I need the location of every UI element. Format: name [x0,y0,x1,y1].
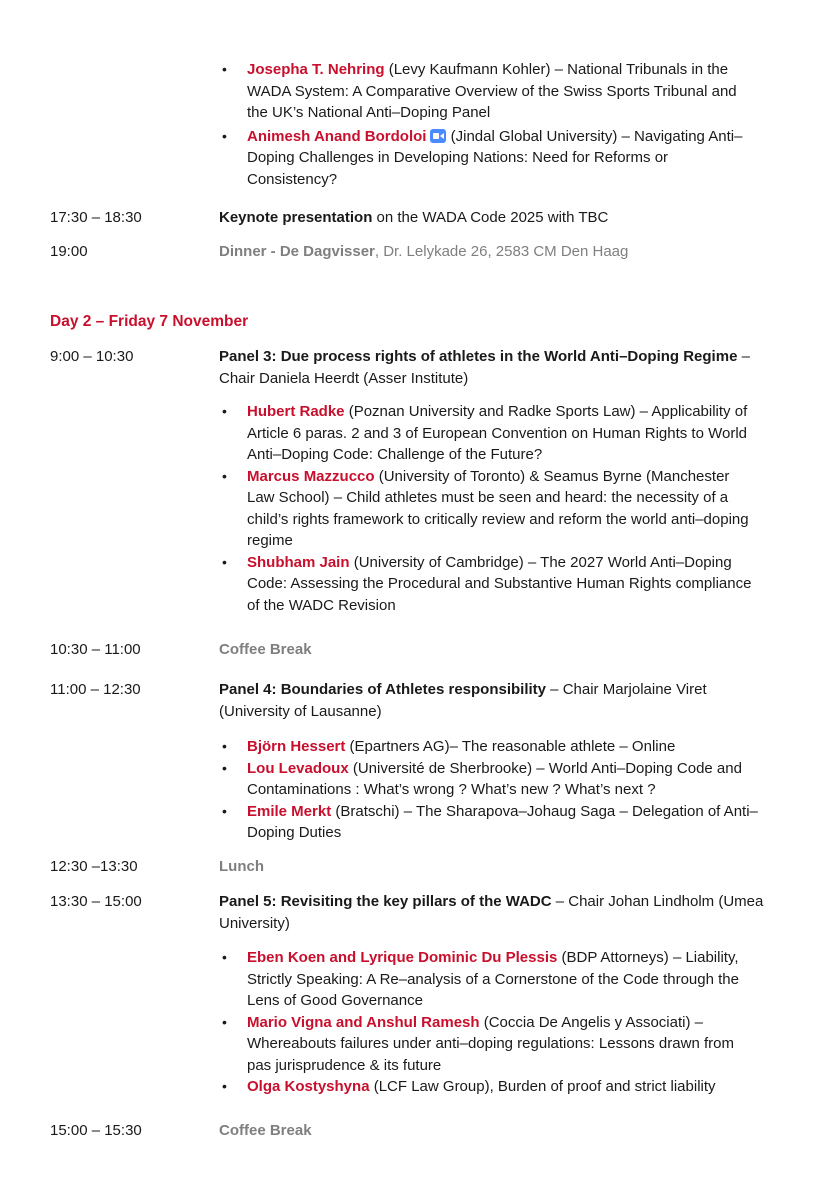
panel3-talk-list [220,401,760,616]
time-slot: 13:30 – 15:00 [50,893,142,910]
day-heading: Day 2 – Friday 7 November [50,313,249,330]
talk-details: (Université de Sherbrooke) – World Anti–Doping Code and Contaminations : What’s wrong ? What’s new ? What’s next ? [247,759,742,798]
speaker-name: Animesh Anand Bordoloi [247,127,427,145]
speaker-name: Shubham Jain [247,553,350,571]
talk-details: (Jindal Global University) – Navigating Anti–Doping Challenges in Developing Nations: Need for Reforms or Consistency? [247,127,743,188]
session-title: Dinner - De Dagvisser [219,243,375,260]
bullet-icon: • [222,61,227,77]
session-content [219,346,779,389]
panel4-talk-list [220,736,760,844]
list-item [220,801,760,844]
session-content [219,207,779,229]
session-details: on the WADA Code 2025 with TBC [372,209,609,226]
time-slot: 17:30 – 18:30 [50,209,142,226]
speaker-name: Josepha T. Nehring [247,61,385,78]
bullet-icon: • [222,553,227,570]
time-slot: 15:00 – 15:30 [50,1122,142,1139]
talk-details: (BDP Attorneys) – Liability, Strictly Speaking: A Re–analysis of a Cornerstone of the Code through the Lens of Good Governance [247,949,739,1009]
talk-details: (Poznan University and Radke Sports Law) – Applicability of Article 6 paras. 2 and 3 of European Convention on Human Rights to World Anti–Doping Code: Challenge of the Future? [247,403,748,463]
video-camera-icon [430,129,446,143]
panel-chair: – Chair Marjolaine Viret (University of Lausanne) [219,681,707,720]
panel5-talk-list [220,947,760,1098]
session-content [219,679,779,722]
bullet-icon: • [222,403,227,419]
list-item [220,126,760,191]
speaker-name: Hubert Radke [247,403,345,420]
time-slot: 11:00 – 12:30 [50,681,141,698]
time-slot: 9:00 – 10:30 [50,348,134,365]
bullet-icon: • [222,759,227,776]
list-item [220,466,760,552]
bullet-icon: • [222,127,227,144]
break-label: Lunch [219,858,264,875]
list-item [220,552,760,617]
talk-details: (Epartners AG)– The reasonable athlete – Online [345,738,676,755]
list-item [220,1076,760,1098]
panel-chair: – Chair Johan Lindholm (Umea University) [219,893,764,932]
bullet-icon: • [222,738,227,754]
panel-title: Panel 5: Revisiting the key pillars of the WADC [219,893,552,910]
time-slot: 12:30 –13:30 [50,858,138,875]
speaker-name: Olga Kostyshyna [247,1078,370,1095]
session-content [219,241,779,263]
talk-details: (University of Cambridge) – The 2027 World Anti–Doping Code: Assessing the Procedural and Substantive Human Rights compliance of the WADC Revision [247,553,752,614]
bullet-icon: • [222,802,227,819]
talk-details: (Bratschi) – The Sharapova–Johaug Saga – Delegation of Anti–Doping Duties [247,802,758,841]
speaker-name: Björn Hessert [247,738,346,755]
bullet-icon: • [222,1013,227,1030]
list-item [220,736,760,758]
bullet-icon: • [222,1078,227,1094]
list-item [220,401,760,466]
panel-title: Panel 4: Boundaries of Athletes responsibility [219,681,547,698]
panel-title: Panel 3: Due process rights of athletes in the World Anti–Doping Regime [219,348,738,365]
list-item [220,758,760,801]
bullet-icon: • [222,467,227,484]
venue-address: , Dr. Lelykade 26, 2583 CM Den Haag [374,243,629,260]
speaker-name: Eben Koen and Lyrique Dominic Du Plessis [247,949,558,966]
bullet-icon: • [222,949,227,965]
list-item [220,1012,760,1077]
speaker-name: Lou Levadoux [247,759,349,777]
talk-details: (Levy Kaufmann Kohler) – National Tribunals in the WADA System: A Comparative Overview of the Swiss Sports Tribunal and the UK’s National Anti–Doping Panel [247,61,737,121]
session-title: Keynote presentation [219,209,373,226]
talk-details: (LCF Law Group), Burden of proof and strict liability [369,1078,716,1095]
list-item [220,59,760,124]
speaker-name: Mario Vigna and Anshul Ramesh [247,1013,480,1031]
panel-chair: – Chair Daniela Heerdt (Asser Institute) [219,348,750,387]
time-slot: 19:00 [50,243,88,260]
day1-talk-list [220,59,760,190]
session-content [219,891,779,934]
list-item [220,947,760,1012]
talk-details: (University of Toronto) & Seamus Byrne (Manchester Law School) – Child athletes must be seen and heard: the necessity of a child’s rights framework to critically review and reform the world anti–doping regime [247,467,749,549]
break-label: Coffee Break [219,1122,312,1139]
break-label: Coffee Break [219,641,312,658]
talk-details: (Coccia De Angelis y Associati) – Whereabouts failures under anti–doping regulations: Lessons drawn from pas jurisprudence & its future [247,1013,734,1074]
speaker-name: Marcus Mazzucco [247,467,375,485]
speaker-name: Emile Merkt [247,802,332,820]
time-slot: 10:30 – 11:00 [50,641,141,658]
